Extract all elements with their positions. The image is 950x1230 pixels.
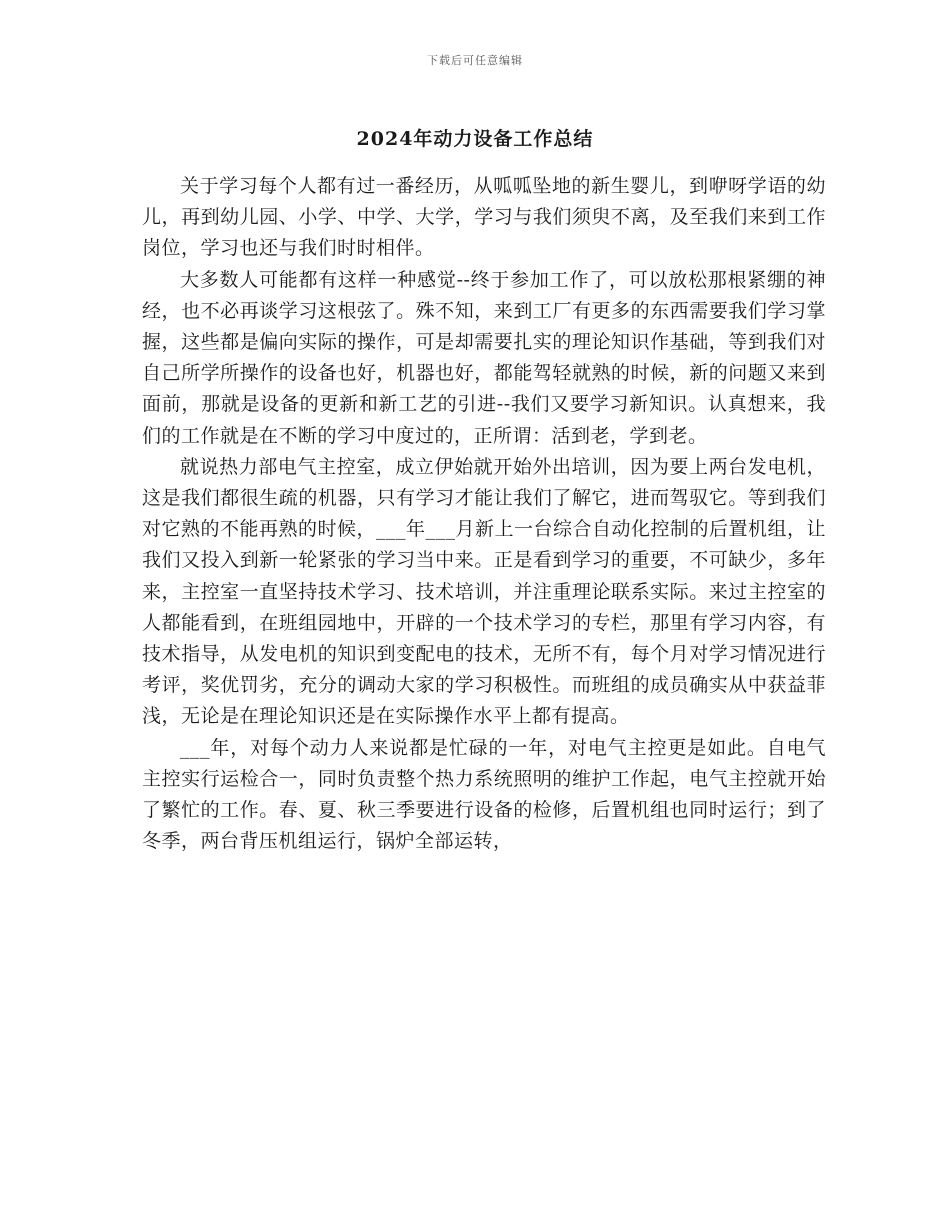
document-body — [142, 171, 826, 857]
page-header-note: 下载后可任意编辑 — [427, 54, 523, 67]
paragraph-4: ___年，对每个动力人来说都是忙碌的一年，对电气主控更是如此。自电气主控实行运检合一，同时负责整个热力系统照明的维护工作起，电气主控就开始了繁忙的工作。春、夏、秋三季要进行设备的检修，后置机组也同时运行；到了冬季，两台背压机组运行，锅炉全部运转， — [142, 736, 826, 853]
paragraph-3: 就说热力部电气主控室，成立伊始就开始外出培训，因为要上两台发电机，这是我们都很生疏的机器，只有学习才能让我们了解它，进而驾驭它。等到我们对它熟的不能再熟的时候，___年___月新上一台综合自动化控制的后置机组，让我们又投入到新一轮紧张的学习当中来。正是看到学习的重要，不可缺少，多年来，主控室一直坚持技术学习、技术培训，并注重理论联系实际。来过主控室的人都能看到，在班组园地中，开辟的一个技术学习的专栏，那里有学习内容，有技术指导，从发电机的知识到变配电的技术，无所不有，每个月对学习情况进行考评，奖优罚劣，充分的调动大家的学习积极性。而班组的成员确实从中获益菲浅，无论是在理论知识还是在实际操作水平上都有提高。 — [142, 455, 827, 728]
paragraph-1: 关于学习每个人都有过一番经历，从呱呱坠地的新生婴儿，到咿呀学语的幼儿，再到幼儿园、小学、中学、大学，学习与我们须臾不离，及至我们来到工作岗位，学习也还与我们时时相伴。 — [142, 175, 826, 260]
document-title: 2024年动力设备工作总结 — [356, 128, 594, 150]
paragraph-2: 大多数人可能都有这样一种感觉--终于参加工作了，可以放松那根紧绷的神经，也不必再谈学习这根弦了。殊不知，来到工厂有更多的东西需要我们学习掌握，这些都是偏向实际的操作，可是却需要扎实的理论知识作基础，等到我们对自己所学所操作的设备也好，机器也好，都能驾轻就熟的时候，新的问题又来到面前，那就是设备的更新和新工艺的引进--我们又要学习新知识。认真想来，我们的工作就是在不断的学习中度过的，正所谓：活到老，学到老。 — [142, 268, 826, 447]
